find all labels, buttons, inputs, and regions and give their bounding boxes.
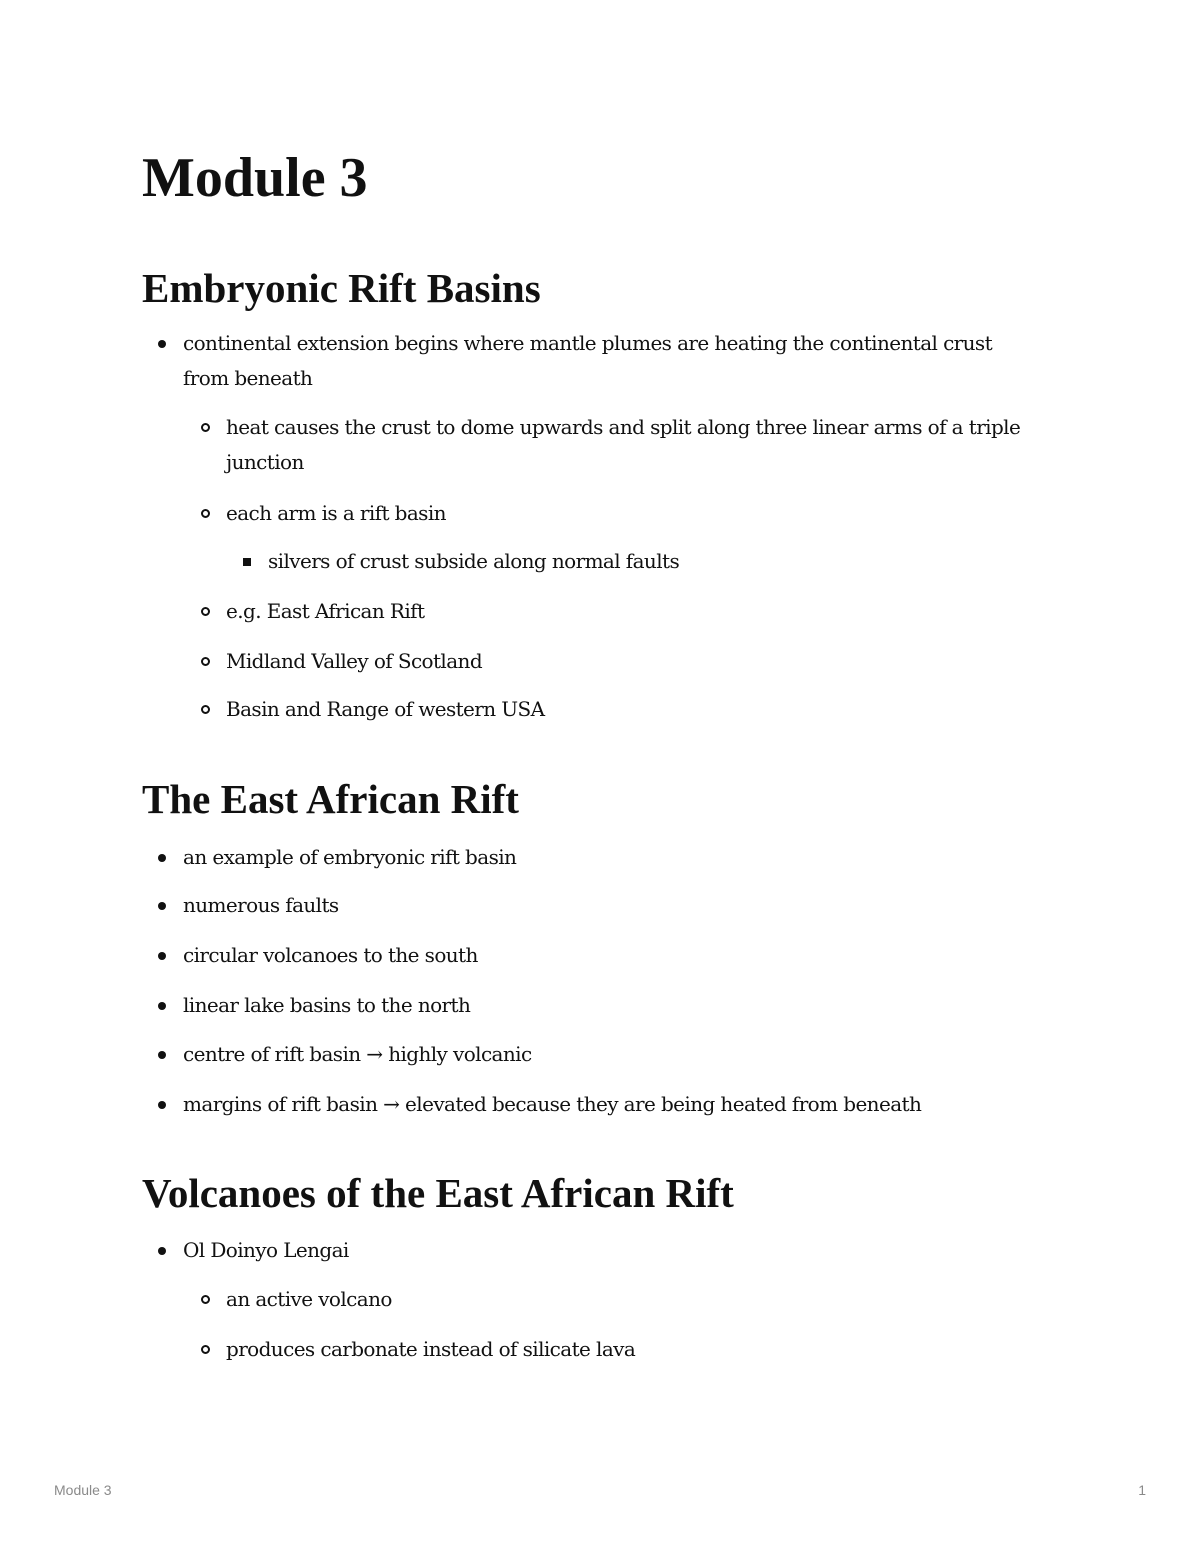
bullet-circle-icon — [201, 705, 210, 714]
list-item — [183, 1233, 1043, 1268]
bullet-circle-icon — [201, 607, 210, 616]
bullet-circle-icon — [201, 423, 210, 432]
bullet-disc-icon — [158, 854, 166, 862]
bullet-circle-icon — [201, 1295, 210, 1304]
section-heading-east-african-rift: The East African Rift — [142, 776, 519, 822]
section-heading-volcanoes-east-african-rift: Volcanoes of the East African Rift — [142, 1170, 734, 1216]
list-item-text: an example of embryonic rift basin — [183, 845, 517, 869]
list-item — [268, 544, 1028, 579]
list-item-text: circular volcanoes to the south — [183, 943, 478, 967]
list-item — [226, 1332, 1026, 1367]
list-item — [183, 326, 1043, 396]
list-item-text: margins of rift basin → elevated because they are being heated from beneath — [183, 1092, 922, 1116]
list-item-text: silvers of crust subside along normal faults — [268, 549, 680, 573]
page-title: Module 3 — [142, 147, 368, 209]
bullet-disc-icon — [158, 1002, 166, 1010]
list-item — [183, 888, 1043, 923]
list-item — [226, 1282, 1026, 1317]
bullet-circle-icon — [201, 1345, 210, 1354]
list-item — [226, 644, 1026, 679]
list-item — [183, 988, 1043, 1023]
bullet-disc-icon — [158, 952, 166, 960]
list-item-text: Basin and Range of western USA — [226, 697, 545, 721]
list-item — [226, 692, 1026, 727]
list-item — [183, 1087, 1043, 1122]
list-item-text: heat causes the crust to dome upwards and split along three linear arms of a triple junction — [226, 415, 1021, 474]
list-item-text: centre of rift basin → highly volcanic — [183, 1042, 532, 1066]
bullet-disc-icon — [158, 1247, 166, 1255]
list-item — [226, 496, 1026, 531]
bullet-disc-icon — [158, 340, 166, 348]
list-item-text: numerous faults — [183, 893, 339, 917]
list-item — [183, 938, 1043, 973]
list-item-text: an active volcano — [226, 1287, 392, 1311]
list-item-text: Ol Doinyo Lengai — [183, 1238, 349, 1262]
list-item — [226, 594, 1026, 629]
list-item-text: linear lake basins to the north — [183, 993, 471, 1017]
bullet-disc-icon — [158, 1051, 166, 1059]
bullet-disc-icon — [158, 1101, 166, 1109]
list-item-text: continental extension begins where mantle plumes are heating the continental crust from beneath — [183, 331, 993, 390]
list-item-text: each arm is a rift basin — [226, 501, 446, 525]
bullet-disc-icon — [158, 902, 166, 910]
bullet-circle-icon — [201, 509, 210, 518]
bullet-square-icon — [243, 558, 251, 566]
section-heading-embryonic-rift-basins: Embryonic Rift Basins — [142, 265, 541, 311]
list-item-text: e.g. East African Rift — [226, 599, 425, 623]
list-item-text: produces carbonate instead of silicate lava — [226, 1337, 636, 1361]
list-item — [183, 840, 1043, 875]
footer-page-number: 1 — [1138, 1482, 1146, 1498]
list-item-text: Midland Valley of Scotland — [226, 649, 483, 673]
bullet-circle-icon — [201, 657, 210, 666]
list-item — [183, 1037, 1043, 1072]
footer-document-title: Module 3 — [54, 1482, 112, 1498]
list-item — [226, 410, 1026, 480]
